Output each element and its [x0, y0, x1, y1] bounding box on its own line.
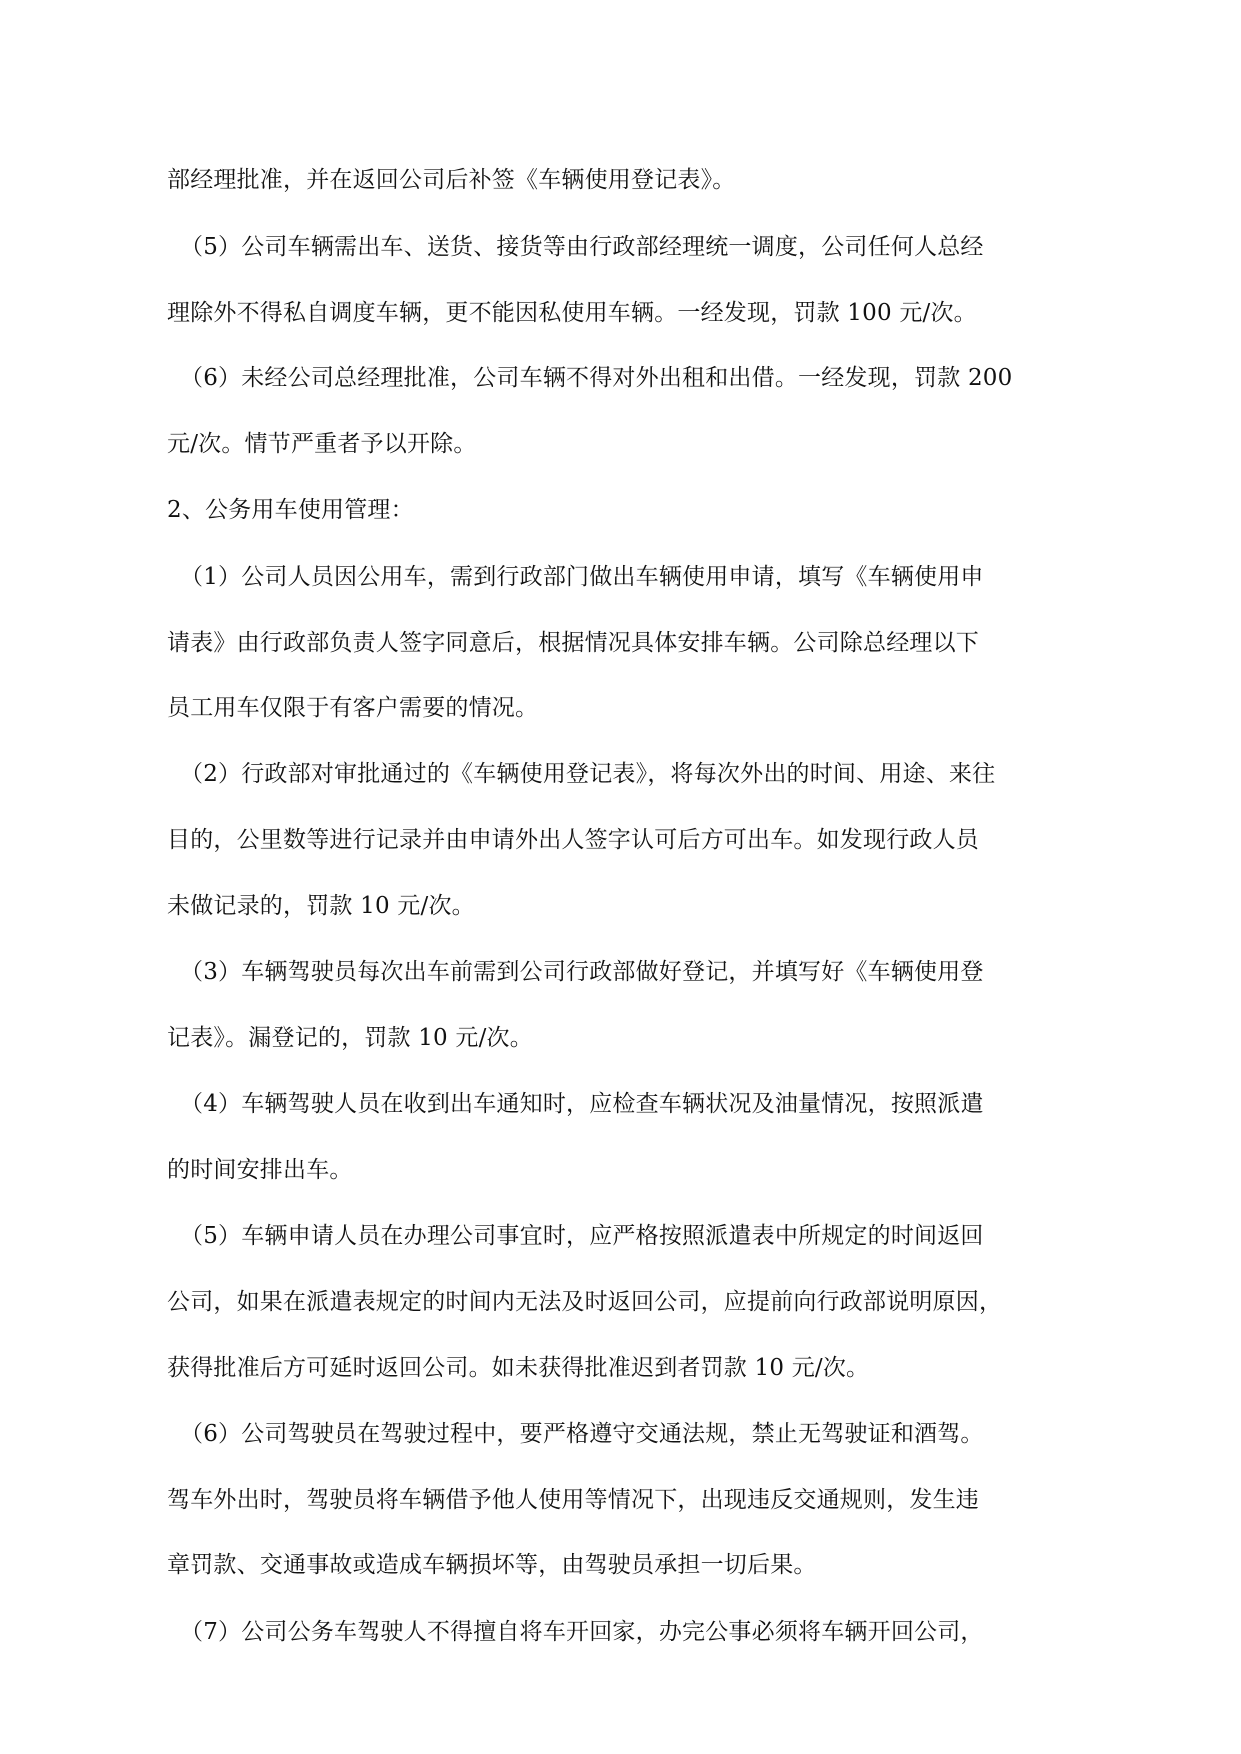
text-line: 章罚款、交通事故或造成车辆损坏等，由驾驶员承担一切后果。 — [167, 1552, 817, 1578]
text-line: 未做记录的，罚款 10 元/次。 — [167, 893, 475, 919]
text-line: 部经理批准，并在返回公司后补签《车辆使用登记表》。 — [167, 167, 736, 193]
text-line: 获得批准后方可延时返回公司。如未获得批准迟到者罚款 10 元/次。 — [167, 1355, 870, 1381]
text-line: 的时间安排出车。 — [167, 1157, 353, 1183]
text-line: （5）公司车辆需出车、送货、接货等由行政部经理统一调度，公司任何人总经 — [180, 234, 984, 260]
text-line: （3）车辆驾驶员每次出车前需到公司行政部做好登记，并填写好《车辆使用登 — [180, 959, 984, 985]
text-line: 请表》由行政部负责人签字同意后，根据情况具体安排车辆。公司除总经理以下 — [167, 630, 979, 656]
text-line: （5）车辆申请人员在办理公司事宜时，应严格按照派遣表中所规定的时间返回 — [180, 1223, 984, 1249]
text-line: （4）车辆驾驶人员在收到出车通知时，应检查车辆状况及油量情况，按照派遣 — [180, 1091, 984, 1117]
text-line: （6）未经公司总经理批准，公司车辆不得对外出租和出借。一经发现，罚款 200 — [180, 365, 1013, 391]
text-line: 公司，如果在派遣表规定的时间内无法及时返回公司，应提前向行政部说明原因， — [167, 1289, 1003, 1315]
text-line: （2）行政部对审批通过的《车辆使用登记表》，将每次外出的时间、用途、来往 — [180, 761, 996, 787]
text-line: （6）公司驾驶员在驾驶过程中，要严格遵守交通法规，禁止无驾驶证和酒驾。 — [180, 1421, 984, 1447]
text-line: （7）公司公务车驾驶人不得擅自将车开回家，办完公事必须将车辆开回公司， — [180, 1619, 984, 1645]
text-line: 驾车外出时，驾驶员将车辆借予他人使用等情况下，出现违反交通规则，发生违 — [167, 1487, 979, 1513]
text-line: 员工用车仅限于有客户需要的情况。 — [167, 695, 539, 721]
text-line: 目的，公里数等进行记录并由申请外出人签字认可后方可出车。如发现行政人员 — [167, 827, 979, 853]
text-line: 记表》。漏登记的，罚款 10 元/次。 — [167, 1025, 533, 1051]
text-line: （1）公司人员因公用车，需到行政部门做出车辆使用申请，填写《车辆使用申 — [180, 564, 984, 590]
text-line: 理除外不得私自调度车辆，更不能因私使用车辆。一经发现，罚款 100 元/次。 — [167, 300, 977, 326]
text-line: 元/次。情节严重者予以开除。 — [167, 431, 477, 457]
section-heading: 2、公务用车使用管理： — [167, 497, 414, 523]
